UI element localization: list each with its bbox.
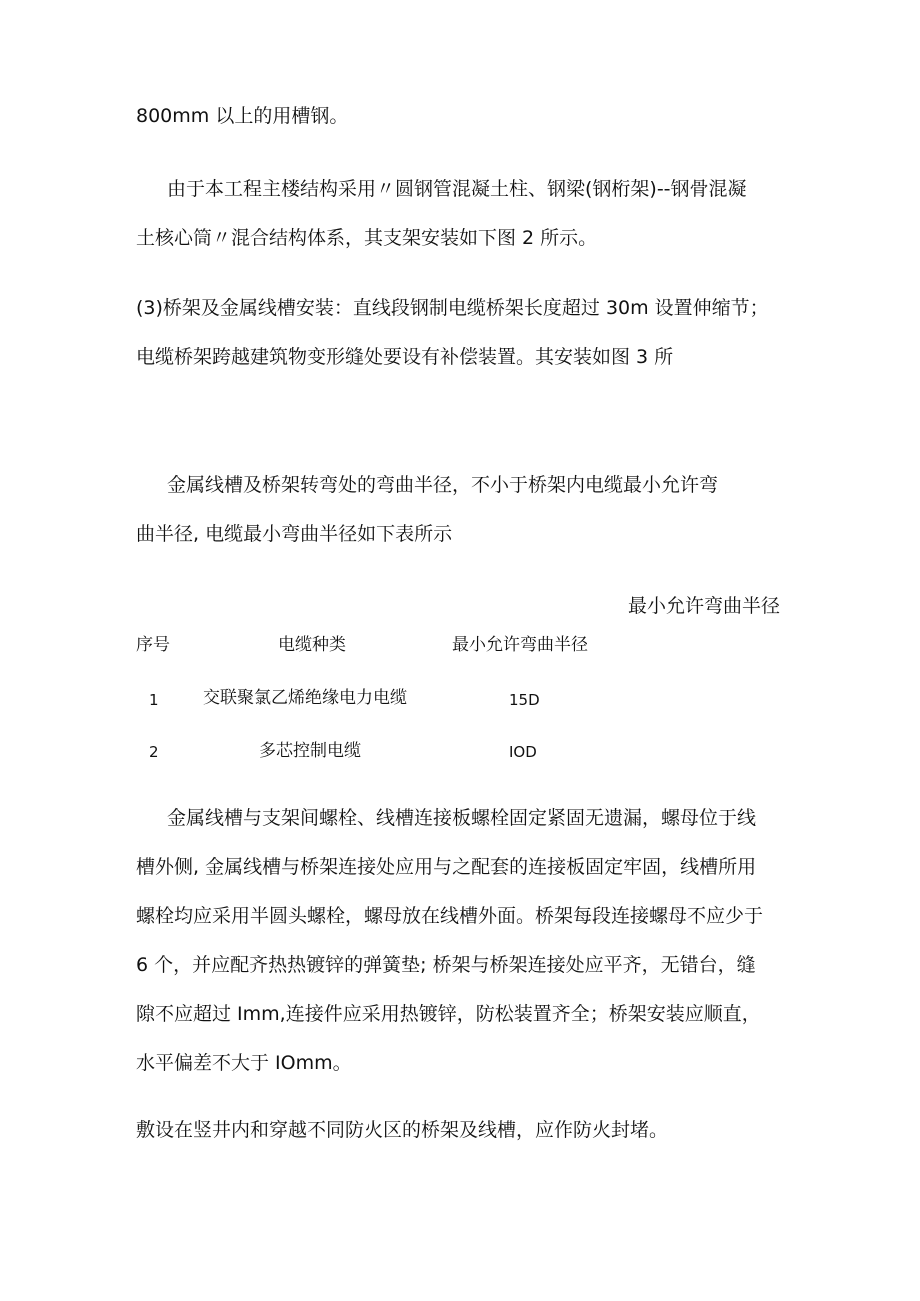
paragraph-line: (3)桥架及金属线槽安装：直线段钢制电缆桥架长度超过 30m 设置伸缩节； xyxy=(136,297,769,319)
paragraph-line: 金属线槽及桥架转弯处的弯曲半径，不小于桥架内电缆最小允许弯 xyxy=(167,474,719,496)
table-cell-cable-type: 多芯控制电缆 xyxy=(259,741,361,761)
table-cell-index: 1 xyxy=(149,691,159,709)
paragraph-line: 电缆桥架跨越建筑物变形缝处要设有补偿装置。其安装如图 3 所 xyxy=(136,346,674,368)
table-header-index: 序号 xyxy=(136,635,170,655)
paragraph-line: 由于本工程主楼结构采用〃圆钢管混凝土柱、钢梁(钢桁架)--钢骨混凝 xyxy=(167,178,747,200)
table-header-cable-type: 电缆种类 xyxy=(278,635,346,655)
table-cell-cable-type: 交联聚氯乙烯绝缘电力电缆 xyxy=(203,688,407,708)
table-cell-index: 2 xyxy=(149,743,159,761)
paragraph-line: 6 个，并应配齐热热镀锌的弹簧垫; 桥架与桥架连接处应平齐，无错台，缝 xyxy=(136,954,756,976)
paragraph-line: 土核心筒〃混合结构体系，其支架安装如下图 2 所示。 xyxy=(136,227,598,249)
paragraph-line: 螺栓均应采用半圆头螺栓，螺母放在线槽外面。桥架每段连接螺母不应少于 xyxy=(136,905,764,927)
paragraph-line: 敷设在竖井内和穿越不同防火区的桥架及线槽，应作防火封堵。 xyxy=(136,1119,669,1141)
table-cell-min-radius: IOD xyxy=(509,743,537,761)
table-caption: 最小允许弯曲半径 xyxy=(628,595,781,617)
paragraph-line: 金属线槽与支架间螺栓、线槽连接板螺栓固定紧固无遗漏，螺母位于线 xyxy=(167,807,757,829)
paragraph-line: 水平偏差不大于 IOmm。 xyxy=(136,1052,352,1074)
paragraph-line: 曲半径, 电缆最小弯曲半径如下表所示 xyxy=(136,523,453,545)
paragraph-line: 隙不应超过 Imm,连接件应采用热镀锌，防松装置齐全；桥架安装应顺直， xyxy=(136,1003,761,1025)
paragraph-line: 800mm 以上的用槽钢。 xyxy=(136,105,349,127)
table-header-min-radius: 最小允许弯曲半径 xyxy=(452,635,588,655)
paragraph-line: 槽外侧, 金属线槽与桥架连接处应用与之配套的连接板固定牢固，线槽所用 xyxy=(136,856,757,878)
table-cell-min-radius: 15D xyxy=(509,691,540,709)
